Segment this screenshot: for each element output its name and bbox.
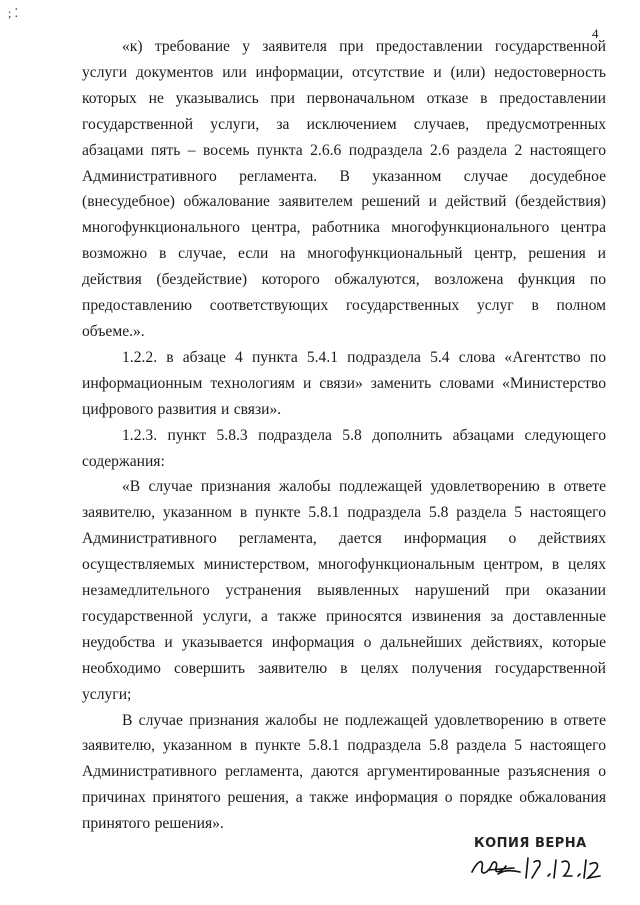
- page-number: 4: [592, 26, 599, 41]
- paragraph-complaint-satisfied: «В случае признания жалобы подлежащей удовлетворению в ответе заявителю, указанном в пункте 5.8.1 подраздела 5.8 раздела 5 настоящего Административного регламента, дается информация о действиях осуществляемых министерством, многофункциональным центром, в целях незамедлительного устранения выявленных нарушений при оказании государственной услуги, а также приносятся извинения за доставленные неудобства и указывается информация о дальнейших действиях, которые необходимо совершить заявителю в целях получения государственной услуги;: [82, 478, 606, 703]
- document-body: [82, 34, 606, 837]
- scan-corner-marks: ; ⁚: [8, 6, 19, 20]
- paragraph-complaint-rejected: В случае признания жалобы не подлежащей удовлетворению в ответе заявителю, указанном в пункте 5.8.1 подраздела 5.8 раздела 5 настоящего Административного регламента, даются аргументированные разъяснения о причинах принятого решения, а также информация о порядке обжалования принятого решения».: [82, 711, 606, 833]
- paragraph-k-requirement: «к) требование у заявителя при предоставлении государственной услуги документов или информации, отсутствие и (или) недостоверность которых не указывались при первоначальном отказе в предоставлении государственной услуги, за исключением случаев, предусмотренных абзацами пять – восемь пункта 2.6.6 подраздела 2.6 раздела 2 настоящего Административного регламента. В указанном случае досудебное (внесудебное) обжалование заявителем решений и действий (бездействия) многофункционального центра, работника многофункционального центра возможно в случае, если на многофункциональный центр, решения и действия (бездействие) которого обжалуются, возложена функция по предоставлению соответствующих государственных услуг в полном объеме.».: [82, 38, 606, 340]
- paragraph-1-2-3: 1.2.3. пункт 5.8.3 подраздела 5.8 дополнить абзацами следующего содержания:: [82, 426, 606, 470]
- handwritten-signature-icon: [468, 850, 608, 884]
- copy-certified-stamp: [474, 836, 587, 851]
- paragraph-1-2-2: 1.2.2. в абзаце 4 пункта 5.4.1 подраздела 5.4 слова «Агентство по информационным технологиям и связи» заменить словами «Министерство цифрового развития и связи».: [82, 348, 606, 418]
- stamp-title: КОПИЯ ВЕРНА: [474, 836, 587, 851]
